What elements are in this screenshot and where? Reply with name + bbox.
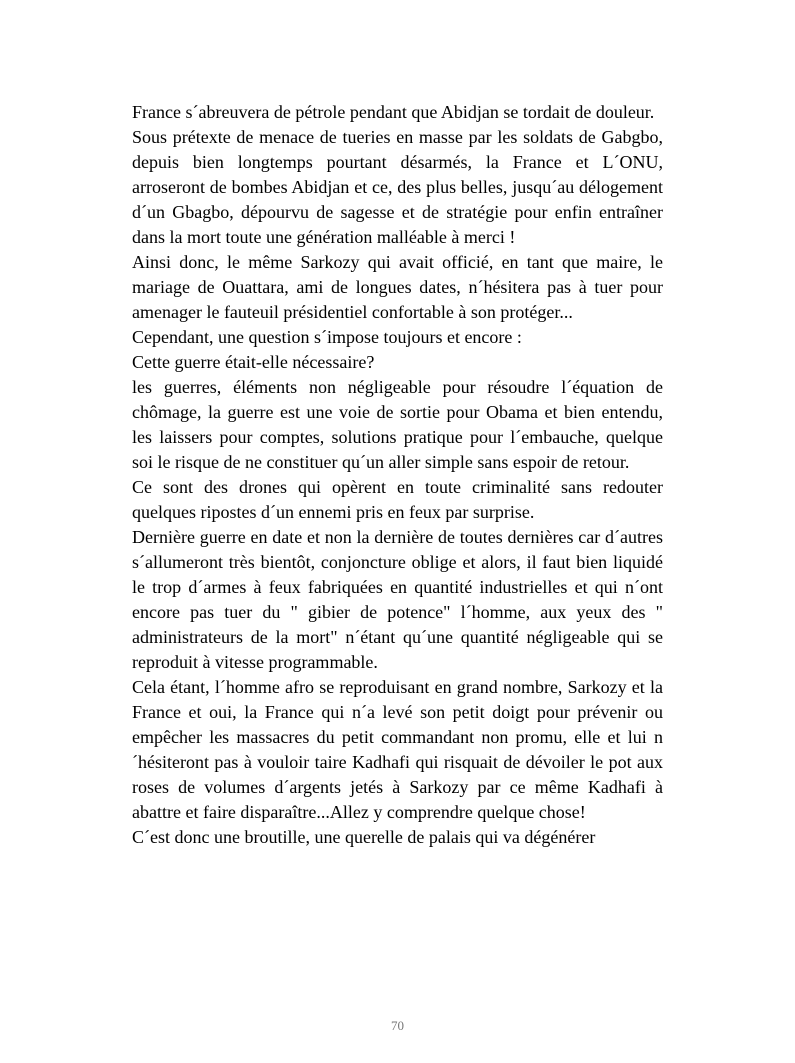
paragraph-7: Ce sont des drones qui opèrent en toute criminalité sans redouter quelques ripostes d´un ennemi pris en feux par surprise.	[132, 477, 663, 522]
paragraph-4: Cependant, une question s´impose toujours et encore :	[132, 327, 522, 347]
paragraph-2: Sous prétexte de menace de tueries en masse par les soldats de Gabgbo, depuis bien longtemps pourtant désarmés, la France et L´ONU, arroseront de bombes Abidjan et ce, des plus belles, jusqu´au délogement d´un Gbagbo, dépourvu de sagesse et de stratégie pour enfin entraîner dans la mort toute une génération malléable à merci !	[132, 127, 663, 247]
paragraph-6: les guerres, éléments non négligeable pour résoudre l´équation de chômage, la guerre est une voie de sortie pour Obama et bien entendu, les laissers pour comptes, solutions pratique pour l´embauche, quelque soi le risque de ne constituer qu´un aller simple sans espoir de retour.	[132, 377, 663, 472]
paragraph-8: Dernière guerre en date et non la dernière de toutes dernières car d´autres s´allumeront très bientôt, conjoncture oblige et alors, il faut bien liquidé le trop d´armes à feux fabriquées en quantité industrielles et qui n´ont encore pas tuer du " gibier de potence" l´homme, aux yeux des " administrateurs de la mort" n´étant qu´une quantité négligeable qui se reproduit à vitesse programmable.	[132, 527, 663, 672]
page-number: 70	[391, 1018, 404, 1033]
paragraph-1: France s´abreuvera de pétrole pendant que Abidjan se tordait de douleur.	[132, 102, 655, 122]
paragraph-5: Cette guerre était-elle nécessaire?	[132, 352, 375, 372]
paragraph-3: Ainsi donc, le même Sarkozy qui avait officié, en tant que maire, le mariage de Ouattara, ami de longues dates, n´hésitera pas à tuer pour amenager le fauteuil présidentiel confortable à son protéger...	[132, 252, 663, 322]
body-text	[132, 100, 663, 850]
paragraph-10: C´est donc une broutille, une querelle de palais qui va dégénérer	[132, 827, 596, 847]
paragraph-9: Cela étant, l´homme afro se reproduisant en grand nombre, Sarkozy et la France et oui, la France qui n´a levé son petit doigt pour prévenir ou empêcher les massacres du petit commandant non promu, elle et lui n´hésiteront pas à vouloir taire Kadhafi qui risquait de dévoiler le pot aux roses de volumes d´argents jetés à Sarkozy par ce même Kadhafi à abattre et faire disparaître...Allez y comprendre quelque chose!	[132, 677, 663, 822]
